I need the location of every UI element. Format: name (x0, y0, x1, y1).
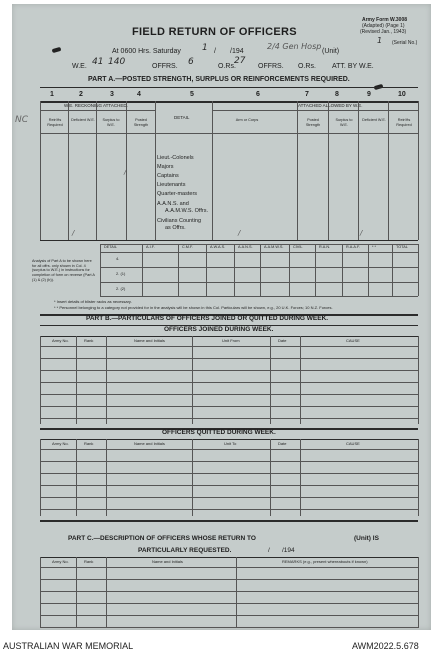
line1-at-hours: At 0600 Hrs. Saturday (112, 48, 181, 55)
rule (40, 497, 418, 498)
part-c-date-year: /194 (282, 547, 295, 554)
analysis-header-2: C.M.F. (182, 245, 193, 249)
rule (388, 101, 389, 240)
column-number-7: 7 (305, 91, 309, 98)
footer-left: AUSTRALIAN WAR MEMORIAL (3, 641, 134, 651)
part-c-title-line1: PART C.—DESCRIPTION OF OFFICERS WHOSE RETURN TO (68, 535, 256, 542)
pencil-mark: / (124, 168, 127, 176)
rule (106, 439, 107, 516)
rule (40, 473, 418, 474)
rule (100, 252, 418, 253)
rule (106, 557, 107, 628)
rule (40, 133, 418, 134)
rule (192, 439, 193, 516)
rule (40, 382, 418, 383)
part-c-date-slash: / (268, 547, 270, 554)
analysis-row-1: 2. (1) (116, 271, 126, 276)
table-header-0: Army No. (52, 338, 69, 343)
handwritten-date: 1 (202, 43, 208, 53)
part-a-title: PART A.—POSTED STRENGTH, SURPLUS OR REINFORCEMENTS REQUIRED. (88, 76, 350, 83)
part-c-unit: (Unit) IS (354, 535, 379, 542)
attached-allowed-header: ATTACHED ALLOWED BY W.E. (298, 103, 363, 108)
part-c-title-line2: PARTICULARLY REQUESTED. (138, 547, 232, 554)
rule (40, 615, 418, 616)
offrs-label: OFFRS. (152, 63, 178, 70)
handwritten-serial: 1 (377, 36, 383, 45)
rule (40, 557, 41, 628)
handwritten-ors: 27 (234, 56, 246, 66)
rule (40, 370, 418, 371)
army-form-revised: (Revised Jan., 1943) (360, 29, 407, 35)
table-header-5: CAUSE (346, 441, 360, 446)
att-by-we-label: ATT. BY W.E. (332, 63, 374, 70)
column-number-1: 1 (50, 91, 54, 98)
rule (40, 346, 418, 347)
sub-header-left-0: Rein'fts Required (47, 118, 63, 127)
column-number-6: 6 (256, 91, 260, 98)
rule (40, 336, 418, 337)
rule (418, 101, 419, 240)
rule (96, 101, 97, 240)
column-number-2: 2 (79, 91, 83, 98)
we-reckoning-header: W.E. RECKONING ATTACHED. (64, 103, 128, 108)
rule (418, 244, 419, 296)
rank-captains: Captains (157, 173, 179, 179)
rule (142, 244, 143, 296)
rule (40, 439, 41, 516)
rule (342, 244, 343, 296)
rule (270, 439, 271, 516)
ors-label-2: O.Rs. (298, 63, 316, 70)
table-header-2: Name and Initials (134, 441, 165, 446)
analysis-header-1: A.I.F. (146, 245, 155, 249)
rule (40, 439, 418, 440)
rule (40, 358, 418, 359)
quitted-title: OFFICERS QUITTED DURING WEEK. (162, 429, 276, 436)
column-number-10: 10 (398, 91, 406, 98)
army-form-number: Army Form W.3008 (362, 17, 408, 23)
army-form-adapted: (Adapted) (Page 1) (362, 23, 405, 29)
rule (40, 406, 418, 407)
rule (76, 557, 77, 628)
rule (76, 439, 77, 516)
rule (76, 336, 77, 424)
note-blister: * Insert details of blister racks as necessary. (54, 299, 132, 304)
rule (40, 461, 418, 462)
rule (358, 101, 359, 240)
table-header-2: Name and Initials (152, 559, 183, 564)
ors-label: O.Rs. (218, 63, 236, 70)
rule (100, 267, 418, 268)
pencil-mark: / (360, 229, 363, 237)
rule (236, 557, 237, 628)
analysis-header-0: DETAIL (104, 245, 118, 249)
rule (40, 509, 418, 510)
analysis-row-2: 2. (2) (116, 286, 126, 291)
rule (40, 520, 418, 522)
analysis-header-3: A.W.A.S. (210, 245, 226, 249)
rule (270, 336, 271, 424)
analysis-header-10: TOTAL (396, 245, 408, 249)
rule (300, 439, 301, 516)
analysis-header-7: R.A.N. (319, 245, 331, 249)
joined-title: OFFICERS JOINED DURING WEEK. (164, 326, 274, 333)
punch-mark (52, 47, 62, 53)
rule (328, 101, 329, 240)
rule (234, 244, 235, 296)
rule (40, 101, 41, 240)
rule (315, 244, 316, 296)
rank-aamws: A.A.M.W.S. Offrs. (165, 208, 208, 214)
analysis-header-5: A.A.M.W.S. (264, 245, 284, 249)
analysis-header-4: A.A.N.S. (238, 245, 253, 249)
sub-header-right-1: Posted Strength (305, 118, 321, 127)
rank-quarter-masters: Quarter-masters (157, 191, 198, 197)
analysis-row-0: 4. (116, 256, 120, 261)
table-header-0: Army No. (52, 441, 69, 446)
rule (260, 244, 261, 296)
rank-lieut-colonels: Lieut.-Colonels (157, 155, 194, 161)
serial-no-label: (Serial No.) (392, 40, 418, 46)
handwritten-offrs: 6 (188, 57, 194, 67)
rule (40, 240, 418, 241)
rule (40, 627, 418, 628)
rule (418, 439, 419, 516)
rule (40, 557, 418, 558)
table-header-3: REMARKS (e.g., present whereabouts if known) (282, 559, 368, 564)
sub-header-left-2: Surplus to W.E. (102, 118, 120, 127)
rank-as-offrs: as Offrs. (165, 225, 186, 231)
analysis-note: Analysis of Part A to be shown here for all offrs. only shown in Col. 4 (surplus to W.E.) in instructions for completion of form on reverse (Part A (1) & (2) (b)). (32, 259, 95, 282)
table-header-3: Unit To (224, 441, 237, 446)
rule (100, 244, 101, 296)
table-header-2: Name and Initials (134, 338, 165, 343)
rule (40, 110, 155, 111)
rule (40, 579, 418, 580)
rule (40, 394, 418, 395)
column-number-4: 4 (137, 91, 141, 98)
rule (40, 449, 418, 450)
rule (418, 336, 419, 424)
we-label: W.E. (72, 63, 87, 70)
form-title: FIELD RETURN OF OFFICERS (132, 26, 297, 38)
line1-year: /194 (230, 48, 244, 55)
rule (40, 336, 41, 424)
part-b-title: PART B.—PARTICULARS OF OFFICERS JOINED OR QUITTED DURING WEEK. (86, 315, 329, 322)
line1-slash: / (214, 48, 216, 55)
table-header-3: Unit From (222, 338, 240, 343)
rule (106, 336, 107, 424)
table-header-0: Army No. (52, 559, 69, 564)
column-number-3: 3 (110, 91, 114, 98)
sub-header-left-1: Deficient W.E. (71, 118, 95, 122)
rule (40, 485, 418, 486)
sub-header-right-0: Arm or Corps (235, 118, 259, 122)
footer (0, 638, 440, 653)
column-number-8: 8 (335, 91, 339, 98)
rank-civilians: Civilians Counting (157, 218, 202, 224)
rule (178, 244, 179, 296)
rule (206, 244, 207, 296)
footer-right: AWM2022.5.678 (352, 641, 419, 651)
rule (297, 101, 298, 240)
rule (192, 336, 193, 424)
table-header-1: Rank (84, 559, 94, 564)
rule (40, 591, 418, 592)
sub-header-right-3: Deficient W.E. (362, 118, 386, 122)
handwritten-we: 41 (92, 57, 104, 67)
rule (212, 101, 213, 240)
sub-header-right-2: Surplus to W.E. (335, 118, 353, 127)
rule (40, 87, 418, 88)
rule (300, 336, 301, 424)
rank-aans: A.A.N.S. and (157, 201, 189, 207)
table-header-1: Rank (84, 338, 94, 343)
rule (68, 101, 69, 240)
table-header-4: Date (278, 441, 287, 446)
rule (392, 244, 393, 296)
rank-lieutenants: Lieutenants (157, 182, 186, 188)
handwritten-nc: NC (15, 115, 29, 125)
rule (40, 418, 418, 419)
handwritten-unit: 2/4 Gen Hosp (267, 42, 322, 51)
sub-header-right-4: Rein'fts Required (396, 118, 412, 127)
table-header-5: CAUSE (346, 338, 360, 343)
offrs-label-2: OFFRS. (258, 63, 284, 70)
rule (40, 603, 418, 604)
detail-header: DETAIL (174, 115, 190, 120)
handwritten-we2: 140 (108, 57, 126, 67)
sub-header-left-3: Posted Strength (133, 118, 149, 127)
pencil-mark: / (238, 229, 241, 237)
table-header-1: Rank (84, 441, 94, 446)
analysis-header-8: R.A.A.F. (346, 245, 360, 249)
rule (100, 282, 418, 283)
column-number-9: 9 (367, 91, 371, 98)
unit-label: (Unit) (322, 48, 340, 55)
column-number-5: 5 (190, 91, 194, 98)
rule (418, 557, 419, 628)
rule (100, 296, 418, 297)
rank-majors: Majors (157, 164, 174, 170)
table-header-4: Date (278, 338, 287, 343)
analysis-header-6: CIVIL (293, 245, 303, 249)
rule (40, 567, 418, 568)
rule (368, 244, 369, 296)
form-sheet (12, 4, 431, 630)
rule (155, 101, 156, 240)
analysis-header-9: * * (372, 245, 377, 249)
rule (289, 244, 290, 296)
note-category: * * Personnel belonging to a category not provided for in the analysis will be shown in this Col. Particulars will be shown, e.g., 20 U.K. Forces; 10 N.Z. Forces. (54, 305, 333, 310)
pencil-mark: / (72, 229, 75, 237)
